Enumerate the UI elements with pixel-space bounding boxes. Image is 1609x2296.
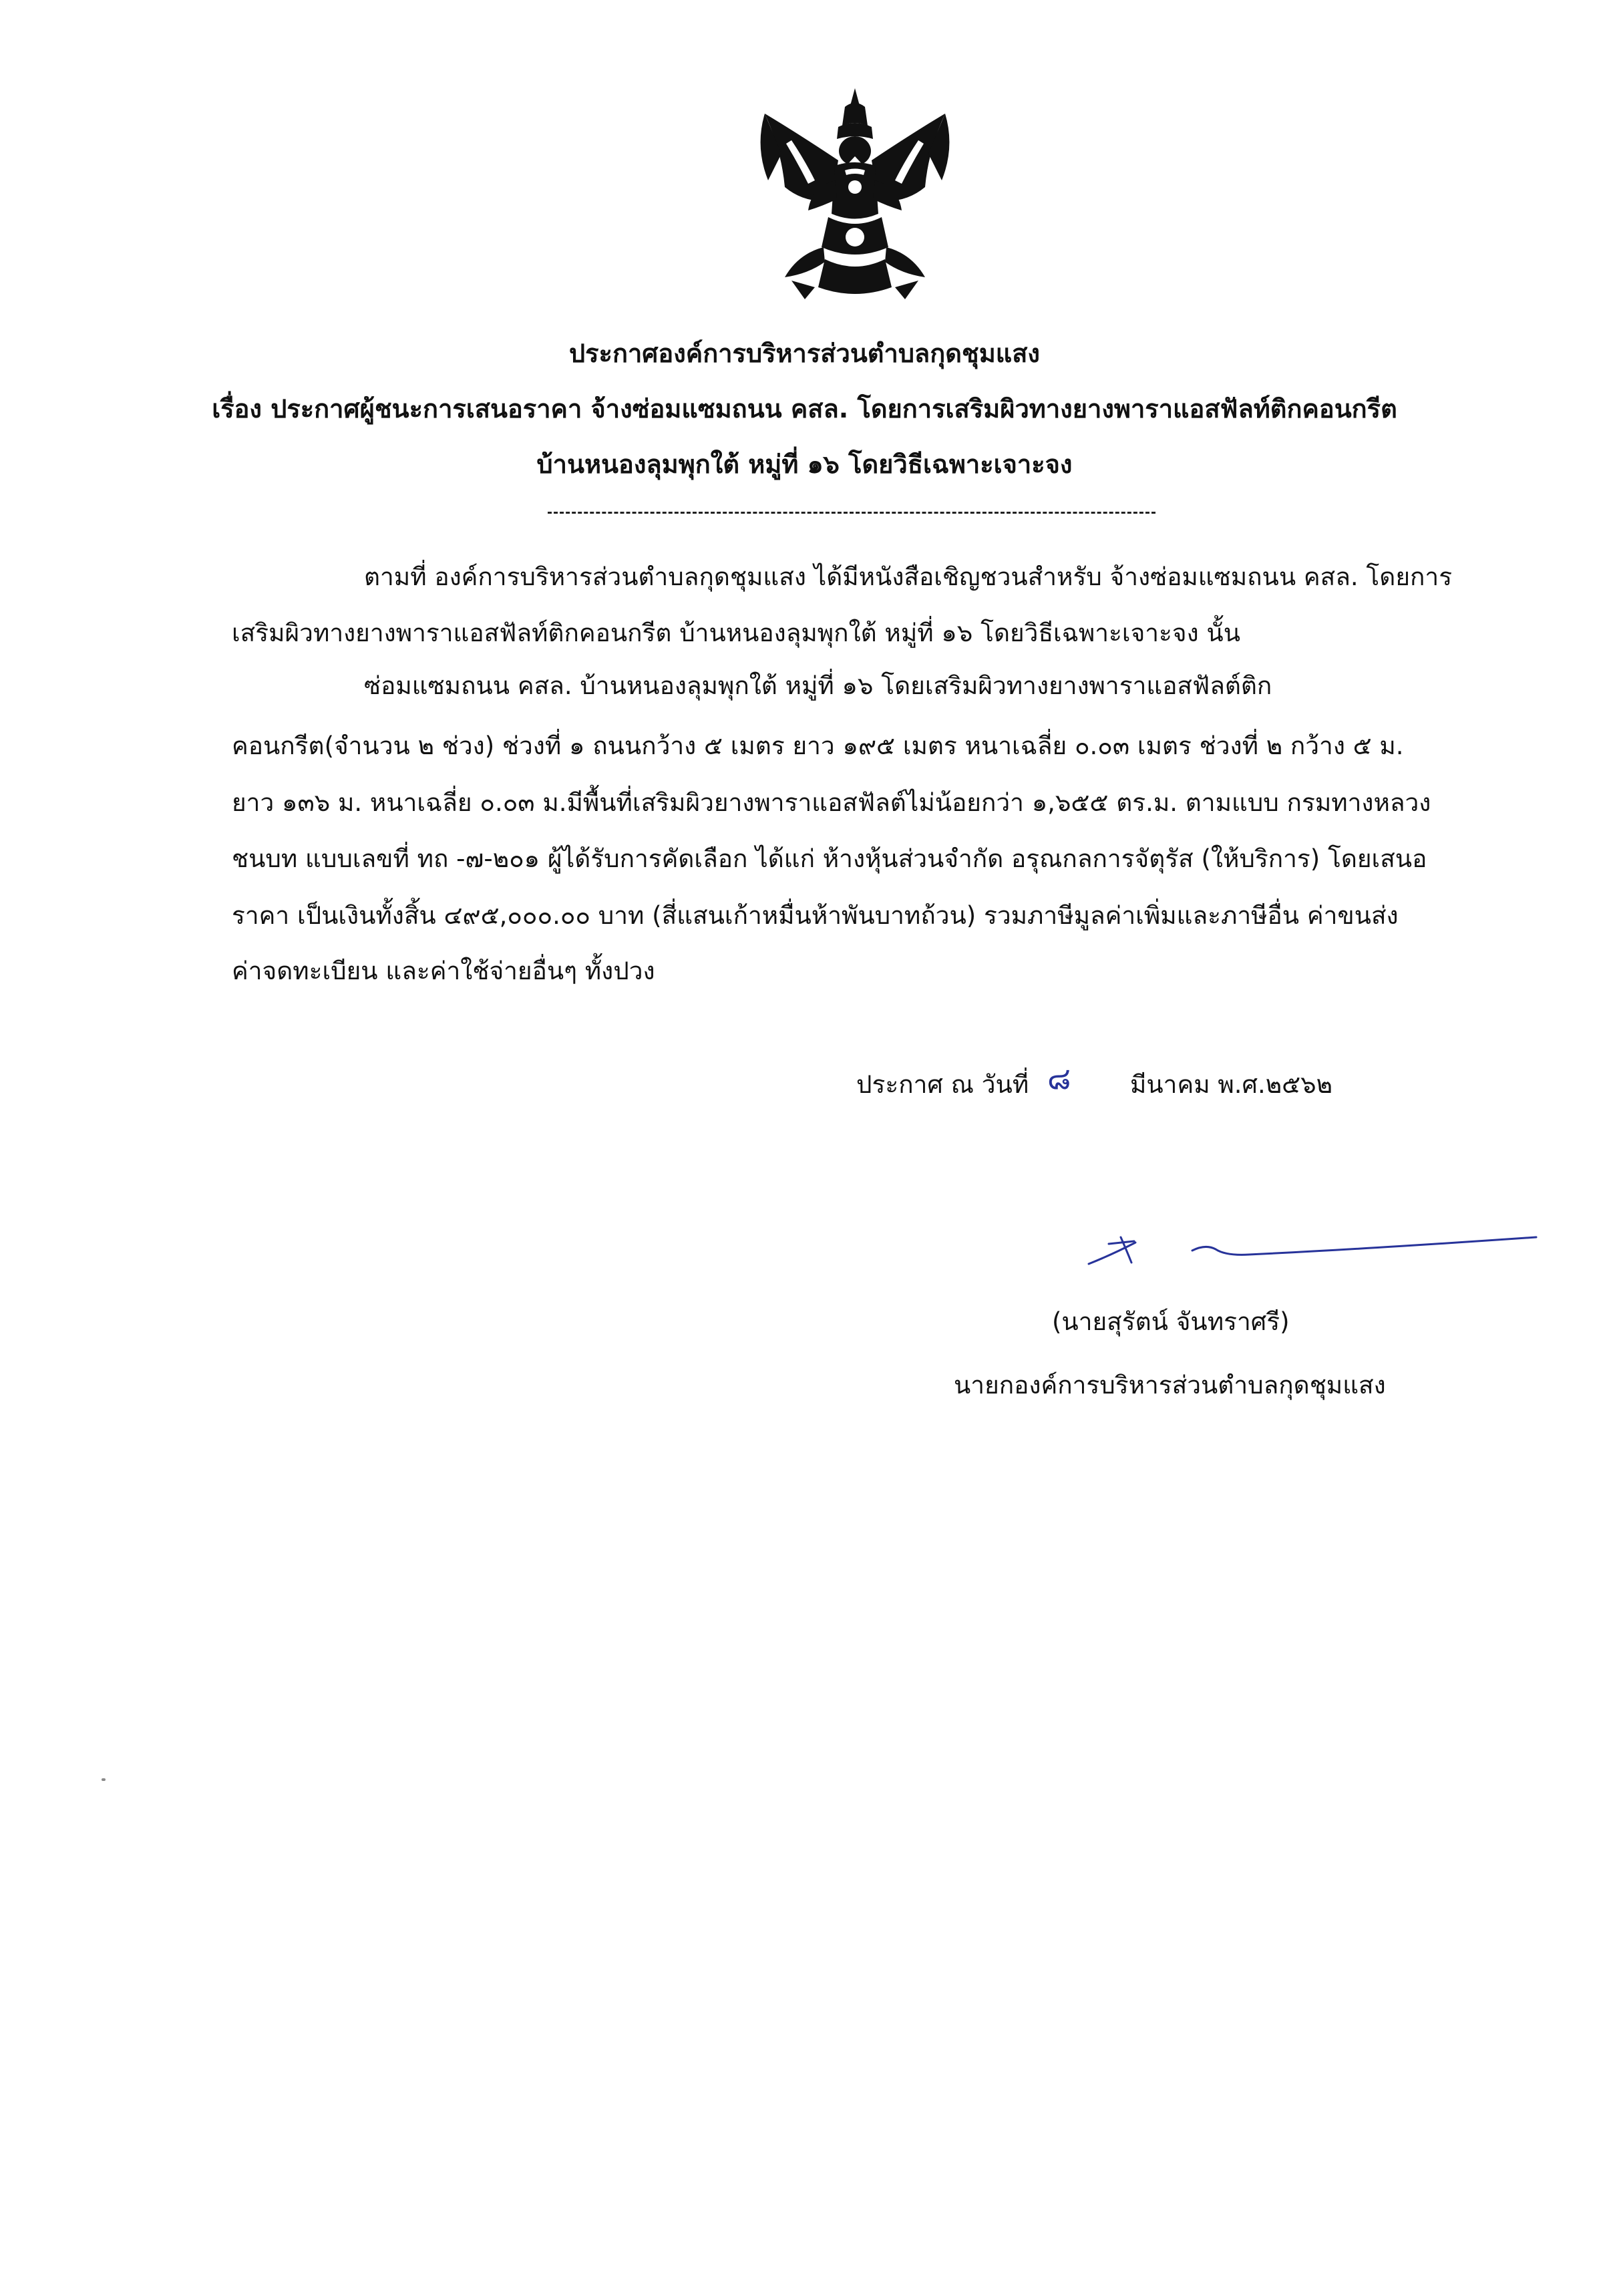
handwritten-signature-icon <box>1082 1229 1543 1269</box>
announcement-date-month-year: มีนาคม พ.ศ.๒๕๖๒ <box>1130 1070 1333 1099</box>
document-subject-continued: บ้านหนองลุมพุกใต้ หมู่ที่ ๑๖ โดยวิธีเฉพาะเจาะจง <box>536 450 1073 479</box>
announcement-date-day: ๘ <box>1047 1060 1071 1096</box>
body-line: ชนบท แบบเลขที่ ทถ -๗-๒๐๑ ผู้ได้รับการคัดเลือก ได้แก่ ห้างหุ้นส่วนจำกัด อรุณกลการจัตุรัส (ให้บริการ) โดยเสนอ <box>232 844 1427 873</box>
body-line: คอนกรีต(จำนวน ๒ ช่วง) ช่วงที่ ๑ ถนนกว้าง ๕ เมตร ยาว ๑๙๕ เมตร หนาเฉลี่ย ๐.๐๓ เมตร ช่วงที่ ๒ กว้าง ๕ ม. <box>232 731 1404 760</box>
signer-position: นายกองค์การบริหารส่วนตำบลกุดชุมแสง <box>954 1371 1386 1400</box>
heading-separator <box>548 512 1155 514</box>
document-subject: เรื่อง ประกาศผู้ชนะการเสนอราคา จ้างซ่อมแซมถนน คสล. โดยการเสริมผิวทางยางพาราแอสฟัลท์ติกคอนกรีต <box>212 394 1397 424</box>
body-line: ตามที่ องค์การบริหารส่วนตำบลกุดชุมแสง ได้มีหนังสือเชิญชวนสำหรับ จ้างซ่อมแซมถนน คสล. โดยการ <box>364 562 1453 591</box>
body-line: ค่าจดทะเบียน และค่าใช้จ่ายอื่นๆ ทั้งปวง <box>232 957 655 985</box>
body-line: ราคา เป็นเงินทั้งสิ้น ๔๙๕,๐๐๐.๐๐ บาท (สี่แสนเก้าหมื่นห้าพันบาทถ้วน) รวมภาษีมูลค่าเพิ่มและภาษีอื่น ค่าขนส่ง <box>232 901 1399 930</box>
body-line: ซ่อมแซมถนน คสล. บ้านหนองลุมพุกใต้ หมู่ที่ ๑๖ โดยเสริมผิวทางยางพาราแอสฟัลต์ติก <box>364 671 1272 700</box>
announcement-date-prefix: ประกาศ ณ วันที่ <box>856 1070 1029 1099</box>
document-title: ประกาศองค์การบริหารส่วนตำบลกุดชุมแสง <box>569 339 1040 368</box>
signer-name: (นายสุรัตน์ จันทราศรี) <box>1052 1307 1290 1336</box>
garuda-emblem-icon <box>745 87 965 307</box>
scan-speck <box>102 1778 106 1781</box>
body-line: ยาว ๑๓๖ ม. หนาเฉลี่ย ๐.๐๓ ม.มีพื้นที่เสริมผิวยางพาราแอสฟัลต์ไม่น้อยกว่า ๑,๖๕๕ ตร.ม. ตามแบบ กรมทางหลวง <box>232 788 1431 817</box>
body-line: เสริมผิวทางยางพาราแอสฟัลท์ติกคอนกรีต บ้านหนองลุมพุกใต้ หมู่ที่ ๑๖ โดยวิธีเฉพาะเจาะจง นั้น <box>232 619 1240 647</box>
